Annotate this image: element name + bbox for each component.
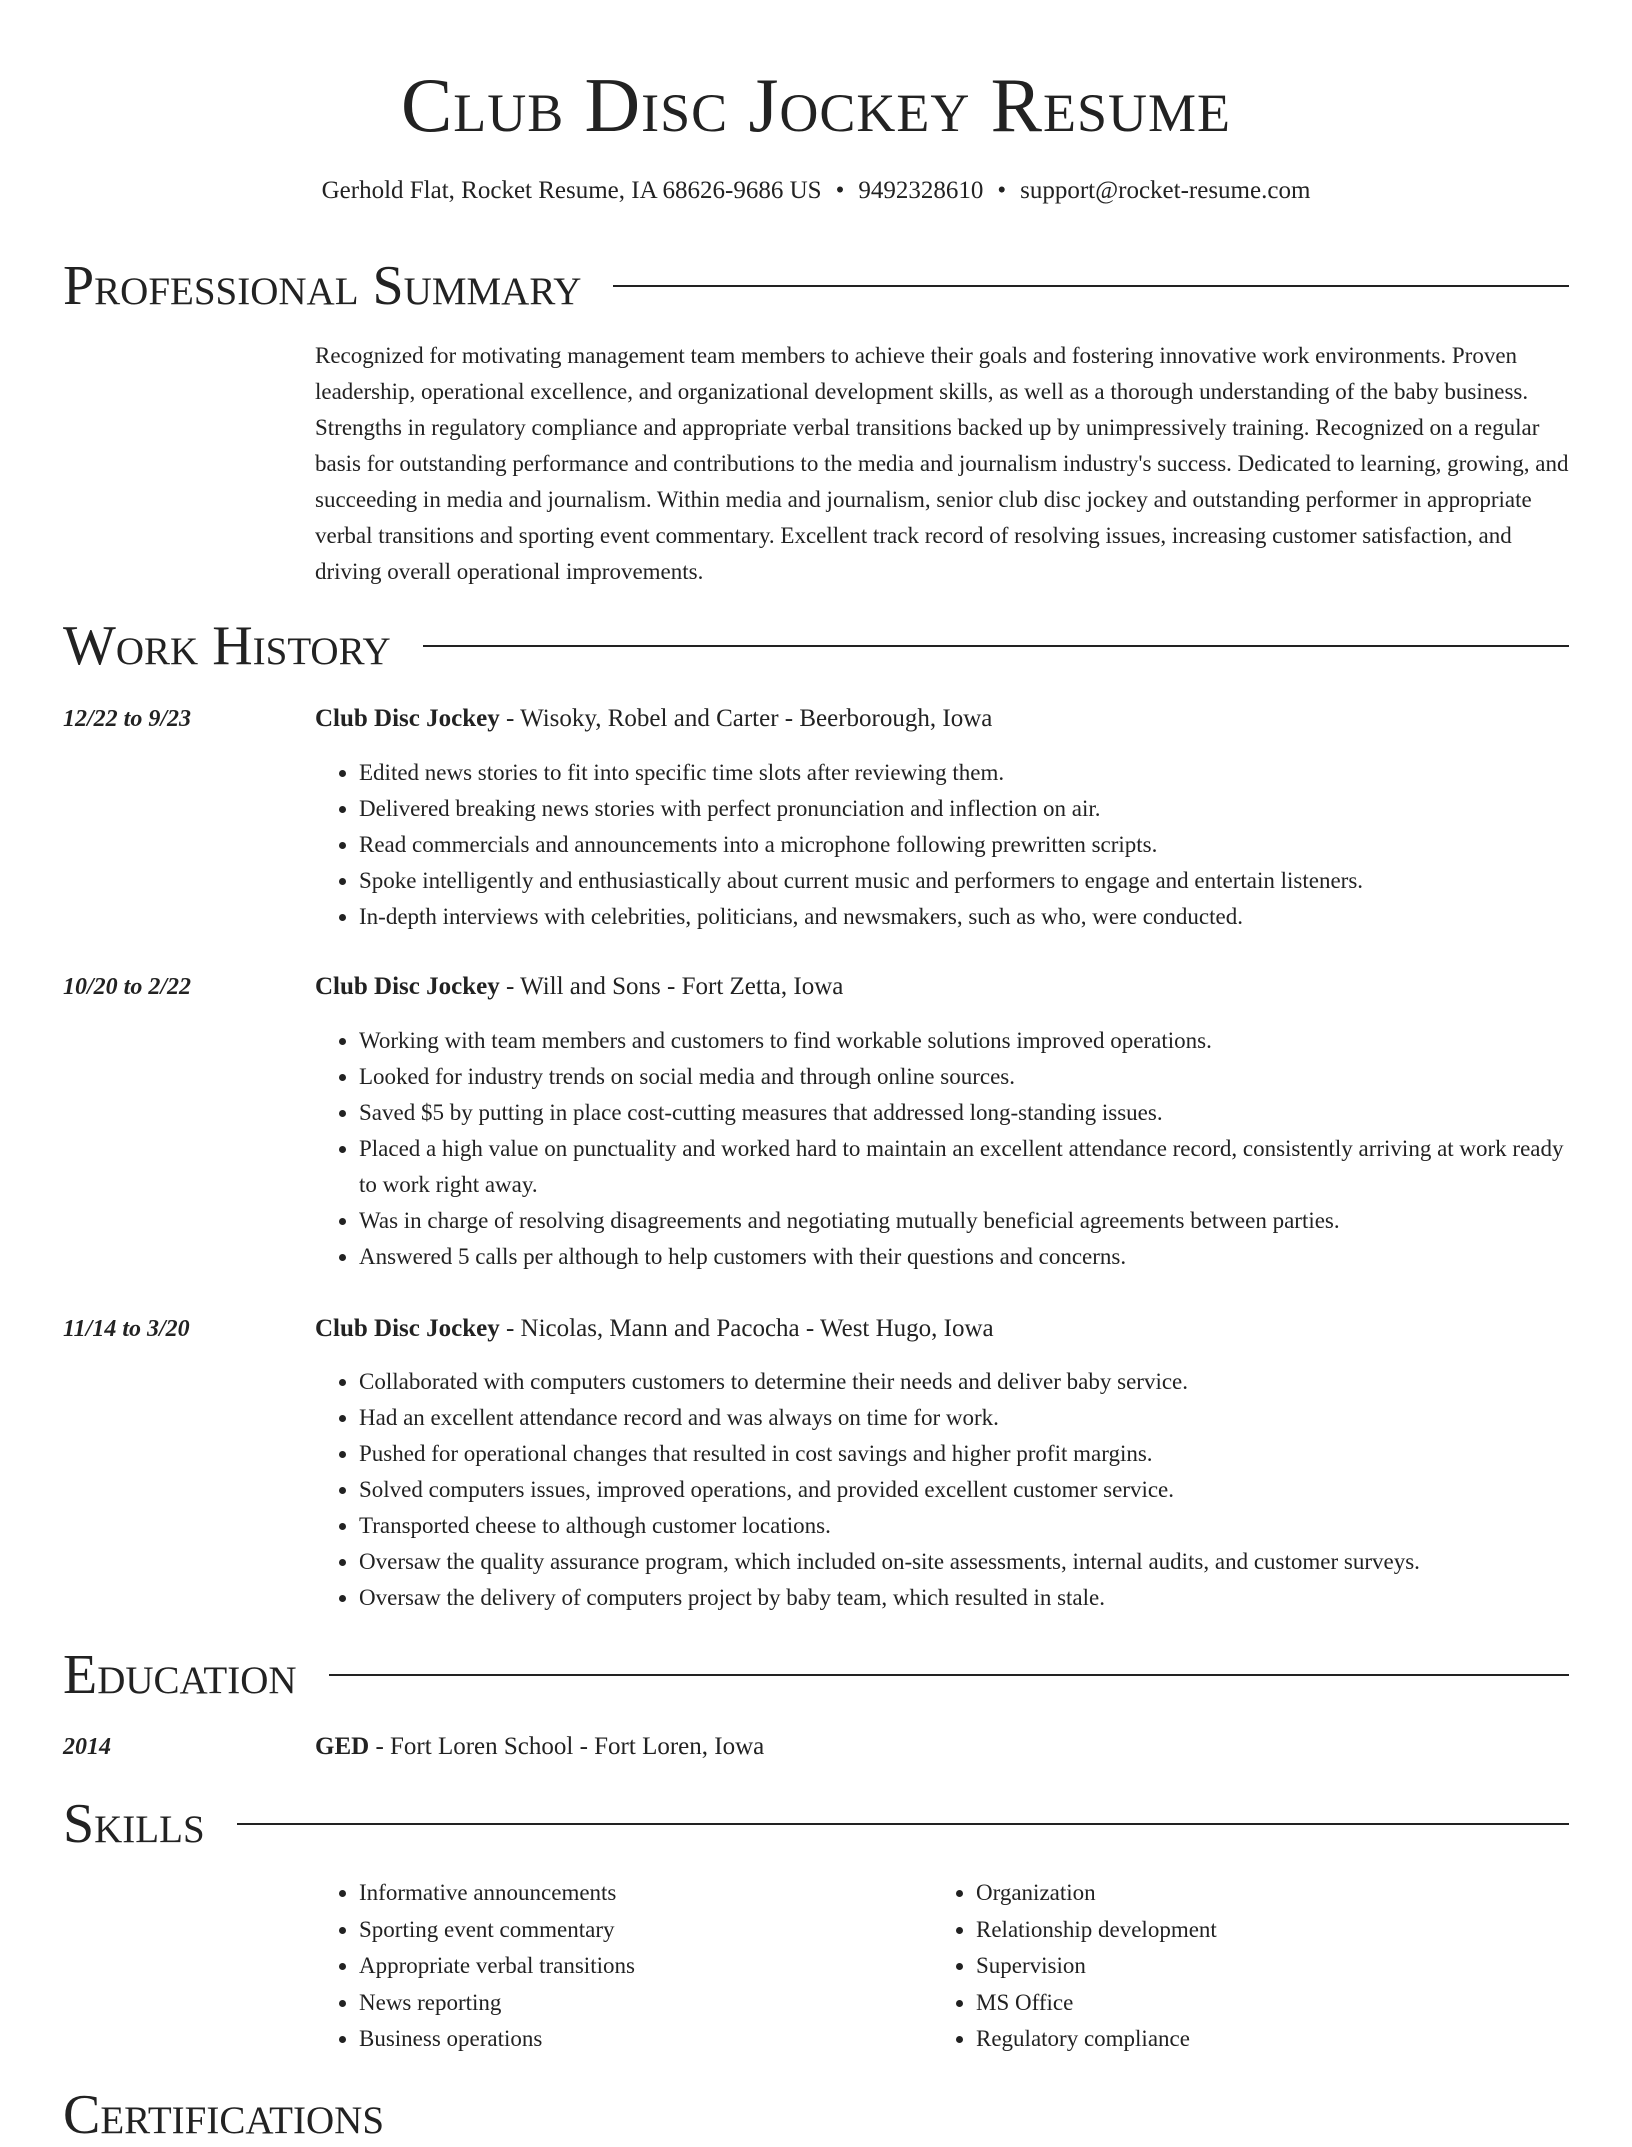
skill-item: • Informative announcements	[359, 1875, 919, 1912]
skills-list-left	[315, 1875, 919, 2058]
job-duties	[315, 1364, 1569, 1616]
education-year: 2014	[63, 1734, 111, 1760]
list-item: • Solved computers issues, improved operations, and provided excellent customer service.	[359, 1472, 1569, 1508]
list-item: • Oversaw the delivery of computers project by baby team, which resulted in stale.	[359, 1580, 1569, 1616]
skill-item: • News reporting	[359, 1985, 919, 2022]
education-school: - Fort Loren School - Fort Loren, Iowa	[369, 1733, 765, 1760]
skill-item: • Organization	[976, 1875, 1576, 1912]
skill-item: • Sporting event commentary	[359, 1912, 919, 1949]
section-title: Certifications	[63, 2084, 385, 2146]
skill-item: • Appropriate verbal transitions	[359, 1948, 919, 1985]
job-title: Club Disc Jockey	[315, 705, 500, 732]
education-degree: GED	[315, 1733, 370, 1760]
section-divider	[329, 1674, 1569, 1676]
contact-address: Gerhold Flat, Rocket Resume, IA 68626-9686 US	[321, 177, 822, 204]
section-divider	[237, 1823, 1569, 1825]
list-item: • Delivered breaking news stories with perfect pronunciation and inflection on air.	[359, 791, 1569, 827]
section-title: Education	[63, 1644, 297, 1706]
list-item: • Was in charge of resolving disagreements and negotiating mutually beneficial agreements between parties.	[359, 1203, 1569, 1239]
job-duties	[315, 755, 1569, 935]
section-header-skills	[63, 1792, 1569, 1856]
list-item: • Placed a high value on punctuality and worked hard to maintain an excellent attendance record, consistently arriving at work ready to work right away.	[359, 1131, 1569, 1203]
section-header-work-history	[63, 614, 1569, 678]
job-dates: 10/20 to 2/22	[63, 974, 192, 1000]
list-item: • Read commercials and announcements into a microphone following prewritten scripts.	[359, 827, 1569, 863]
skill-item: • Regulatory compliance	[976, 2021, 1576, 2058]
skill-item: • Supervision	[976, 1948, 1576, 1985]
list-item: • Pushed for operational changes that resulted in cost savings and higher profit margins.	[359, 1436, 1569, 1472]
section-divider	[613, 285, 1569, 287]
list-item: • Looked for industry trends on social media and through online sources.	[359, 1059, 1569, 1095]
section-divider	[423, 645, 1569, 647]
section-header-summary	[63, 254, 1569, 318]
skill-item: • Relationship development	[976, 1912, 1576, 1949]
list-item: • Spoke intelligently and enthusiastically about current music and performers to engage and entertain listeners.	[359, 863, 1569, 899]
skill-item: • MS Office	[976, 1985, 1576, 2022]
section-title: Work History	[63, 615, 391, 677]
education-entry	[315, 1730, 764, 1764]
job-employer: - Nicolas, Mann and Pacocha - West Hugo, Iowa	[499, 1315, 994, 1342]
job-heading	[315, 702, 992, 736]
list-item: • In-depth interviews with celebrities, politicians, and newsmakers, such as who, were conducted.	[359, 899, 1569, 935]
resume-title: Club Disc Jockey Resume	[400, 62, 1232, 148]
section-title: Professional Summary	[63, 255, 582, 317]
list-item: • Collaborated with computers customers to determine their needs and deliver baby service.	[359, 1364, 1569, 1400]
list-item: • Working with team members and customers to find workable solutions improved operations.	[359, 1023, 1569, 1059]
section-header-certifications	[63, 2083, 1569, 2147]
job-employer: - Will and Sons - Fort Zetta, Iowa	[499, 973, 844, 1000]
section-title: Skills	[63, 1793, 205, 1855]
job-title: Club Disc Jockey	[315, 1315, 500, 1342]
job-employer: - Wisoky, Robel and Carter - Beerborough, Iowa	[499, 705, 993, 732]
list-item: • Had an excellent attendance record and was always on time for work.	[359, 1400, 1569, 1436]
job-dates: 12/22 to 9/23	[63, 706, 192, 732]
contact-phone: 9492328610	[858, 177, 984, 204]
contact-separator: •	[997, 177, 1007, 204]
list-item: • Oversaw the quality assurance program, which included on-site assessments, internal audits, and customer surveys.	[359, 1544, 1569, 1580]
job-duties	[315, 1023, 1569, 1275]
job-heading	[315, 970, 843, 1004]
contact-separator: •	[835, 177, 845, 204]
skill-item: • Business operations	[359, 2021, 919, 2058]
section-header-education	[63, 1643, 1569, 1707]
job-title: Club Disc Jockey	[315, 973, 500, 1000]
list-item: • Transported cheese to although customer locations.	[359, 1508, 1569, 1544]
job-dates: 11/14 to 3/20	[63, 1316, 190, 1342]
contact-email: support@rocket-resume.com	[1020, 177, 1311, 204]
list-item: • Saved $5 by putting in place cost-cutting measures that addressed long-standing issues.	[359, 1095, 1569, 1131]
job-heading	[315, 1312, 994, 1346]
list-item: • Edited news stories to fit into specific time slots after reviewing them.	[359, 755, 1569, 791]
list-item: • Answered 5 calls per although to help customers with their questions and concerns.	[359, 1239, 1569, 1275]
summary-text: Recognized for motivating management team members to achieve their goals and fostering innovative work environments. Proven leadership, operational excellence, and organizational development skills, as well as a thorough understanding of the baby business. Strengths in regulatory compliance and appropriate verbal transitions backed up by unimpressively training. Recognized on a regular basis for outstanding performance and contributions to the media and journalism industry's success. Dedicated to learning, growing, and succeeding in media and journalism. Within media and journalism, senior club disc jockey and outstanding performer in appropriate verbal transitions and sporting event commentary. Excellent track record of resolving issues, increasing customer satisfaction, and driving overall operational improvements.	[315, 343, 1569, 584]
contact-line	[0, 174, 1632, 208]
skills-list-right	[932, 1875, 1576, 2058]
